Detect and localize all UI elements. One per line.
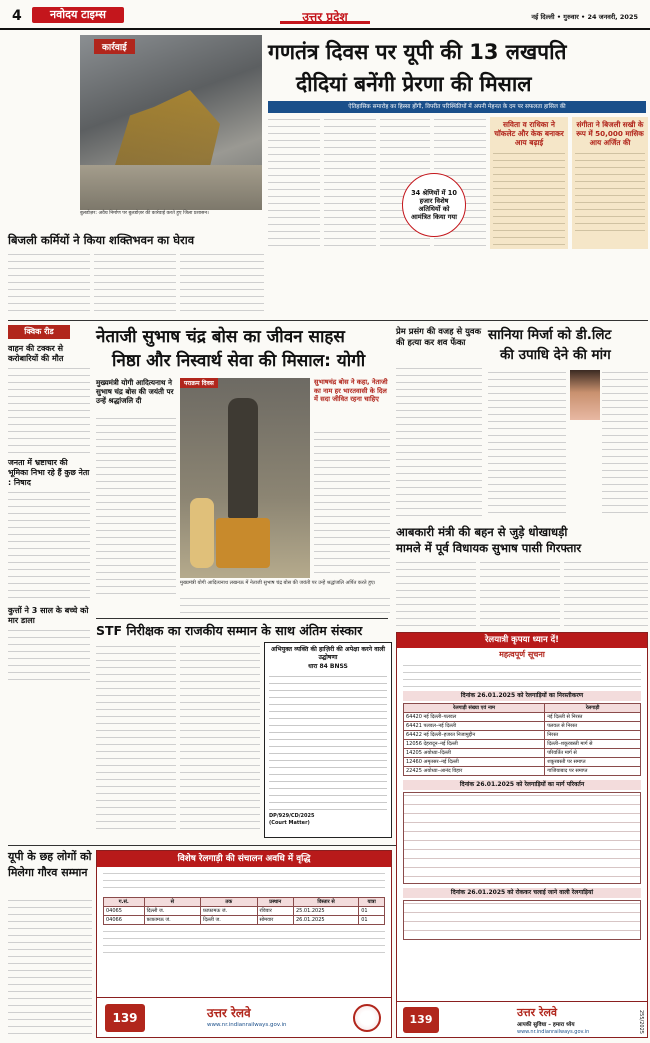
netaji-headline-1: नेताजी सुभाष चंद्र बोस का जीवन साहस	[96, 327, 345, 347]
table-cell: रविवार	[257, 907, 293, 916]
table-cell: गाजियाबाद पर समाप्त	[545, 767, 641, 776]
table-cell: दिल्ली–शकूरबस्ती मार्ग से	[545, 740, 641, 749]
table-row	[404, 713, 641, 722]
lead-text-col-1	[268, 117, 320, 249]
six-people-headline-1: यूपी के छह लोगों को	[8, 850, 92, 863]
lead-photo-caption: बुलडोज़र: अवैध निर्माण पर बुलडोज़र की कार्रवाई करते हुए जिला प्रशासन।	[80, 211, 209, 216]
table-header: रेलगाड़ी	[545, 704, 641, 713]
railway-left-title: विशेष रेलगाड़ी की संचालन अवधि में वृद्धि	[97, 851, 391, 867]
excise-text-1	[396, 560, 476, 628]
railway-left-footer	[97, 997, 391, 1037]
quick-read-item-2-text	[8, 490, 90, 602]
railway-left-table	[103, 897, 385, 925]
railway-right-subbanner: महत्वपूर्ण सूचना	[499, 650, 545, 659]
railway-right-date-2: दिनांक 26.01.2025 को रेलगाड़ियों का मार्ग परिवर्तन	[403, 780, 641, 790]
section-rule-1	[8, 320, 648, 321]
masthead	[0, 0, 650, 30]
netaji-photo-tag: पराक्रम दिवस	[180, 378, 218, 388]
table-cell: 64422 नई दिल्ली–हजरत निजामुद्दीन	[404, 731, 545, 740]
excise-headline-2: मामले में पूर्व विधायक सुभाष पासी गिरफ्तार	[396, 541, 582, 555]
table-cell: 64421 पलवल–नई दिल्ली	[404, 722, 545, 731]
table-row	[404, 758, 641, 767]
quick-read-item-2-head: जनता में भ्रष्टाचार की भूमिका निभा रहे हैं कुछ नेता : निषाद	[8, 458, 90, 487]
table-cell: 22425 अयोध्या–आनंद विहार	[404, 767, 545, 776]
railway-ad-left	[96, 850, 392, 1038]
table-cell: 12056 देहरादून–नई दिल्ली	[404, 740, 545, 749]
quick-read-item-1-head: वाहन की टक्कर से करोबारियों की मौत	[8, 344, 64, 363]
quick-read-item-3-head: कुत्तों ने 3 साल के बच्चे को मार डाला	[8, 606, 89, 625]
railway-right-tagline: आपकी सुविधा – हमारा ध्येय	[517, 1022, 575, 1028]
table-cell: शकूरबस्ती पर समाप्त	[545, 758, 641, 767]
netaji-headline-2: निष्ठा और निस्वार्थ सेवा की मिसाल: योगी	[112, 351, 366, 371]
table-header: से	[144, 898, 200, 907]
railway-right-date-1: दिनांक 26.01.2025 को रेलगाड़ियों का निरस्तीकरण	[403, 691, 641, 701]
table-cell: 12460 अमृतसर–नई दिल्ली	[404, 758, 545, 767]
railway-right-date-3: दिनांक 26.01.2025 को रोककर चलाई जाने वाली रेलगाड़ियां	[403, 888, 641, 898]
helpline-badge-right: 139	[403, 1007, 439, 1033]
table-header: तक	[201, 898, 257, 907]
lead-deck: ऐतिहासिक समारोह का हिस्सा होंगी, विपरीत परिस्थितियों में अपनी मेहनत के दम पर सफलता हासिल की	[268, 101, 646, 113]
sania-text-1	[488, 370, 566, 518]
table-header: ग.सं.	[104, 898, 145, 907]
notice-footer-2: (Court Matter)	[269, 820, 310, 826]
sania-text-2	[602, 370, 648, 518]
excise-text-3	[564, 560, 648, 628]
railway-right-code: 255/2025	[638, 1010, 644, 1034]
netaji-quote: सुभाषचंद्र बोस ने कहा, नेताजी का नाम हर भारतवासी के दिल में सदा जीवित रहना चाहिए	[314, 378, 388, 403]
lead-headline-1: गणतंत्र दिवस पर यूपी की 13 लखपति	[268, 40, 567, 64]
sidebar-2-head: संगीता ने बिजली सखी के रूप में 50,000 मासिक आय अर्जित की	[576, 120, 644, 147]
table-row	[404, 767, 641, 776]
railway-ad-right	[396, 632, 648, 1038]
lead-kicker: कार्रवाई	[94, 39, 135, 54]
table-cell: पलवल से निरस्त	[545, 722, 641, 731]
section-title: उत्तर प्रदेश	[280, 6, 370, 24]
table-row	[404, 731, 641, 740]
netaji-text-1	[96, 416, 176, 596]
table-row	[404, 722, 641, 731]
electricity-text-2	[94, 252, 176, 314]
sidebar-1-head: सविता व राधिका ने चॉकलेट और केक बनाकर आय बढ़ाई	[494, 120, 564, 147]
netaji-text-2	[314, 430, 390, 578]
table-row	[104, 907, 385, 916]
railway-left-website[interactable]: www.nr.indianrailways.gov.in	[207, 1022, 287, 1028]
railway-right-website[interactable]: www.nr.indianrailways.gov.in	[517, 1029, 590, 1035]
quick-read-item-3-text	[8, 628, 90, 680]
netaji-highlight: मुख्यमंत्री योगी आदित्यनाथ ने सुभाष चंद्र बोस की जयंती पर उन्हें श्रद्धांजलि दी	[96, 378, 174, 405]
table-cell: निरस्त	[545, 731, 641, 740]
section-rule-2	[96, 618, 388, 619]
table-cell: फ़ाफ़ामऊ जं.	[201, 907, 257, 916]
table-cell: फ़ाफ़ामऊ जं.	[144, 916, 200, 925]
love-story-headline: प्रेम प्रसंग की वजह से युवक की हत्या कर शव फेंका	[396, 326, 482, 347]
six-people-headline-2: मिलेगा गौरव सम्मान	[8, 866, 88, 879]
lead-pullquote: 34 श्रेणियों में 10 हजार विशेष अतिथियों को आमंत्रित किया गया	[402, 173, 466, 237]
table-cell: परिवर्तित मार्ग से	[545, 749, 641, 758]
table-cell: नई दिल्ली से निरस्त	[545, 713, 641, 722]
railway-left-brand: उत्तर रेलवे	[207, 1006, 251, 1020]
table-cell: सोमवार	[257, 916, 293, 925]
stf-headline: STF निरीक्षक का राजकीय सम्मान के साथ अंतिम संस्कार	[96, 623, 363, 638]
table-cell: 25.01.2025	[293, 907, 358, 916]
table-cell: 01	[359, 916, 385, 925]
table-cell: 04065	[104, 907, 145, 916]
electricity-headline: बिजली कर्मियों ने किया शक्तिभवन का घेराव	[8, 233, 195, 247]
issue-date: नई दिल्ली • गुरुवार • 24 जनवरी, 2025	[531, 13, 638, 21]
notice-title: अभियुक्त व्यक्ति की हाज़िरी की अपेक्षा करने वाली उद्घोषणा	[270, 646, 386, 661]
notice-footer-1: DP/929/CD/2025	[269, 813, 315, 819]
court-notice	[264, 642, 392, 838]
table-header: प्रस्थान	[257, 898, 293, 907]
excise-headline-1: आबकारी मंत्री की बहन से जुड़े धोखाधड़ी	[396, 525, 568, 539]
lead-headline-2: दीदियां बनेंगी प्रेरणा की मिसाल	[296, 72, 532, 96]
quick-read-label: क्विक रीड	[8, 325, 70, 339]
notice-section: धारा 84 BNSS	[308, 663, 348, 670]
paper-name: नवोदय टाइम्स	[32, 7, 124, 23]
netaji-text-3	[180, 596, 390, 614]
railway-right-banner: रेलयात्री कृपया ध्यान दें!	[397, 633, 647, 648]
lead-sidebar-2	[572, 117, 648, 249]
lead-text-col-2	[324, 117, 376, 249]
love-story-text	[396, 366, 482, 516]
electricity-text-1	[8, 252, 90, 314]
electricity-text-3	[180, 252, 264, 314]
railway-right-brand: उत्तर रेलवे	[517, 1006, 558, 1019]
table-cell: 26.01.2025	[293, 916, 358, 925]
netaji-photo-caption: मुख्यमंत्री योगी आदित्यनाथ लखनऊ में नेताजी सुभाष चंद्र बोस की जयंती पर उन्हें श्रद्धांजलि अर्पित करते हुए।	[180, 580, 376, 586]
lead-sidebar-1	[490, 117, 568, 249]
excise-text-2	[480, 560, 560, 628]
table-header: यात्रा	[359, 898, 385, 907]
table-cell: 64420 नई दिल्ली–पलवल	[404, 713, 545, 722]
table-cell: 04066	[104, 916, 145, 925]
stf-text-1	[96, 644, 176, 834]
stf-text-2	[180, 644, 260, 834]
table-cell: 14205 अयोध्या–दिल्ली	[404, 749, 545, 758]
table-cell: दिल्ली ज.	[201, 916, 257, 925]
railway-logo-icon	[353, 1004, 381, 1032]
helpline-badge: 139	[105, 1004, 145, 1032]
table-row	[404, 749, 641, 758]
quick-read-item-1-text	[8, 366, 90, 454]
sania-headline-1: सानिया मिर्जा को डी.लिट	[488, 327, 612, 343]
netaji-photo	[180, 378, 310, 578]
table-header: विस्तार से	[293, 898, 358, 907]
page-number: 4	[12, 8, 22, 24]
table-header: रेलगाड़ी संख्या एवं नाम	[404, 704, 545, 713]
six-people-text-1	[8, 898, 92, 1038]
railway-right-table	[403, 703, 641, 776]
table-row	[404, 740, 641, 749]
railway-right-footer	[397, 1001, 647, 1037]
sania-photo	[570, 370, 600, 420]
lead-photo	[80, 35, 262, 210]
table-row	[104, 916, 385, 925]
sania-headline-2: की उपाधि देने की मांग	[500, 347, 611, 363]
table-cell: 01	[359, 907, 385, 916]
table-cell: दिल्ली ज.	[144, 907, 200, 916]
